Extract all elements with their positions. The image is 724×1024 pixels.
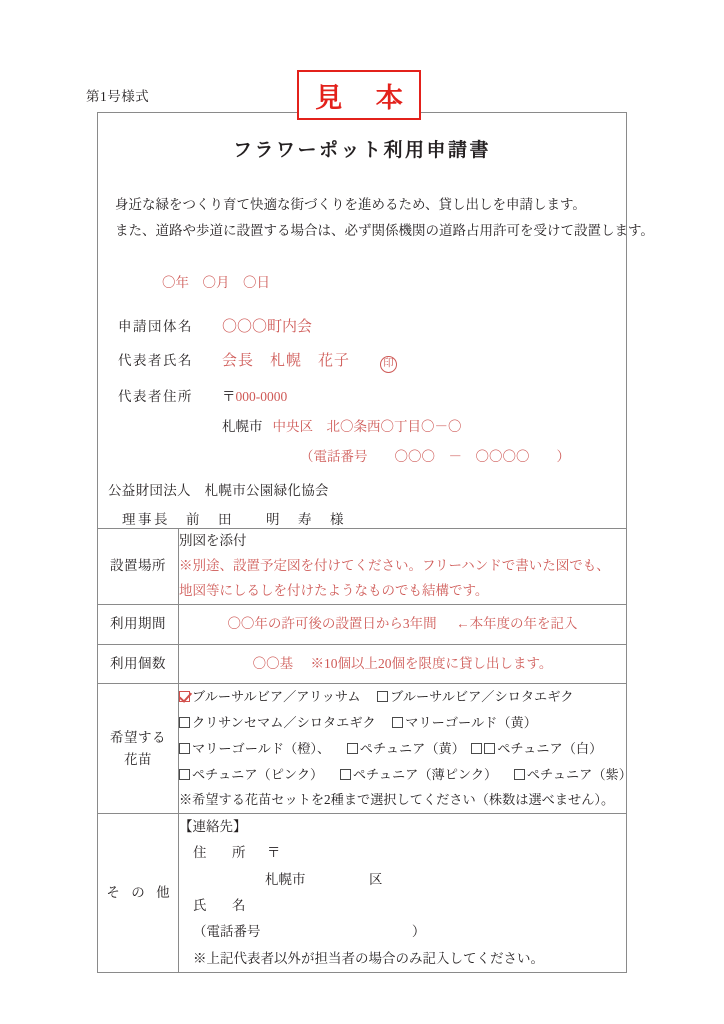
seal-icon: 印 bbox=[380, 356, 397, 373]
sample-stamp-label: 見 本 bbox=[315, 82, 415, 114]
other-name-row bbox=[179, 893, 626, 919]
other-postal-symbol-icon: 〒 bbox=[266, 845, 281, 861]
other-city-row bbox=[179, 867, 626, 893]
checkbox-checked-icon[interactable] bbox=[179, 691, 190, 702]
table-row-location bbox=[98, 528, 627, 604]
checkbox-icon[interactable] bbox=[377, 691, 388, 702]
seedling-option-label-8: ペチュニア（薄ピンク） bbox=[352, 766, 498, 782]
form-number: 第1号様式 bbox=[86, 89, 150, 104]
seedling-option-label-9: ペチュニア（紫） bbox=[526, 766, 632, 782]
checkbox-icon[interactable] bbox=[392, 717, 403, 728]
row-label-other: そ の 他 bbox=[98, 814, 179, 973]
row-value-period bbox=[179, 604, 627, 644]
applicant-rep-value: 会長 札幌 花子 bbox=[222, 352, 351, 369]
applicant-address-rest: 中央区 北〇条西〇丁目〇－〇 bbox=[272, 418, 462, 434]
seedling-option-label-0: ブルーサルビア／アリッサム bbox=[192, 689, 361, 705]
quantity-note: ※10個以上20個を限度に貸し出します。 bbox=[310, 655, 553, 671]
table-row-seedlings bbox=[98, 684, 627, 814]
seedling-option-line-2 bbox=[179, 710, 626, 736]
page-title: フラワーポット利用申請書 bbox=[232, 140, 491, 161]
sample-stamp bbox=[297, 70, 421, 120]
seedling-note: ※希望する花苗セットを2種まで選択してください（株数は選べません）。 bbox=[179, 792, 615, 808]
seedling-option-label-2: クリサンセマム／シロタエギク bbox=[192, 715, 376, 731]
seedling-option-line-4 bbox=[179, 762, 632, 788]
other-city: 札幌市 bbox=[265, 871, 306, 887]
seedling-option-label-3: マリーゴールド（黄） bbox=[405, 715, 537, 731]
other-phone-row bbox=[179, 919, 626, 945]
applicant-address-detail-row bbox=[118, 415, 626, 435]
period-value: 〇〇年の許可後の設置日から3年間 bbox=[227, 615, 437, 631]
checkbox-icon[interactable] bbox=[471, 743, 482, 754]
location-note-line-1: ※別途、設置予定図を付けてください。フリーハンドで書いた図でも、 bbox=[179, 557, 610, 573]
other-phone-close: ） bbox=[411, 924, 426, 940]
row-label-seedlings-line2: 花苗 bbox=[124, 751, 152, 767]
applicant-postal-code: 000-0000 bbox=[235, 388, 288, 404]
location-value: 別図を添付 bbox=[179, 532, 247, 548]
row-value-other bbox=[179, 814, 627, 973]
period-note: ←本年度の年を記入 bbox=[456, 615, 578, 631]
seedling-option-label-5: ペチュニア（黄） bbox=[359, 740, 465, 756]
checkbox-icon[interactable] bbox=[340, 769, 351, 780]
row-value-seedlings bbox=[179, 684, 632, 814]
intro-line-2: また、道路や歩道に設置する場合は、必ず関係機関の道路占用許可を受けて設置します。 bbox=[115, 223, 654, 239]
row-value-quantity bbox=[179, 644, 627, 684]
addressee-block bbox=[98, 479, 626, 528]
other-ward: 区 bbox=[368, 871, 383, 887]
header-block-row bbox=[98, 113, 627, 529]
other-address-label: 住 所 bbox=[193, 845, 252, 861]
table-row-period bbox=[98, 604, 627, 644]
seedling-option-label-6: ペチュニア（白） bbox=[497, 740, 603, 756]
applicant-address-row bbox=[118, 385, 626, 405]
row-label-seedlings bbox=[98, 684, 179, 814]
intro-line-1: 身近な緑をつくり育て快適な街づくりを進めるため、貸し出しを申請します。 bbox=[115, 197, 586, 212]
other-note: ※上記代表者以外が担当者の場合のみ記入してください。 bbox=[193, 950, 544, 966]
table-row-quantity bbox=[98, 644, 627, 684]
checkbox-icon[interactable] bbox=[179, 743, 190, 754]
header-block-cell bbox=[98, 113, 654, 529]
other-name-label: 氏 名 bbox=[193, 898, 252, 914]
checkbox-icon[interactable] bbox=[514, 769, 525, 780]
addressee-person: 理事長 前 田 明 寿 様 bbox=[122, 511, 346, 527]
checkbox-icon[interactable] bbox=[347, 743, 358, 754]
seedling-option-label-4: マリーゴールド（橙）、 bbox=[192, 740, 331, 756]
seedling-option-line-3 bbox=[179, 736, 626, 762]
date-line: 〇年 〇月 〇日 bbox=[162, 274, 270, 290]
other-address-row bbox=[179, 840, 626, 866]
other-phone-label: （電話番号 bbox=[193, 924, 261, 940]
row-label-location: 設置場所 bbox=[98, 528, 179, 604]
seedling-option-line-1 bbox=[179, 684, 626, 710]
application-form-table bbox=[97, 112, 654, 973]
applicant-rep-label: 代表者氏名 bbox=[118, 352, 193, 368]
seedling-option-label-1: ブルーサルビア／シロタエギク bbox=[390, 689, 574, 705]
seedling-option-label-7: ペチュニア（ピンク） bbox=[192, 766, 324, 782]
checkbox-icon[interactable] bbox=[179, 717, 190, 728]
row-label-seedlings-line1: 希望する bbox=[110, 730, 166, 746]
location-note-line-2: 地図等にしるしを付けたようなものでも結構です。 bbox=[179, 582, 489, 598]
row-value-location bbox=[179, 528, 627, 604]
applicant-block bbox=[98, 315, 626, 372]
applicant-group-row bbox=[118, 315, 626, 336]
applicant-address-block bbox=[98, 385, 626, 465]
other-heading: 【連絡先】 bbox=[179, 819, 247, 835]
applicant-group-label: 申請団体名 bbox=[118, 318, 193, 334]
postal-symbol-icon: 〒 bbox=[222, 388, 236, 404]
checkbox-icon[interactable] bbox=[484, 743, 495, 754]
row-label-period: 利用期間 bbox=[98, 604, 179, 644]
applicant-group-value: 〇〇〇町内会 bbox=[222, 318, 313, 335]
applicant-rep-row bbox=[118, 349, 626, 372]
applicant-city: 札幌市 bbox=[222, 418, 263, 434]
quantity-value: 〇〇基 bbox=[252, 655, 294, 671]
row-label-quantity: 利用個数 bbox=[98, 644, 179, 684]
checkbox-icon[interactable] bbox=[179, 769, 190, 780]
intro-paragraph bbox=[98, 192, 654, 245]
applicant-phone-row: （電話番号 〇〇〇 － 〇〇〇〇 ） bbox=[300, 448, 570, 464]
applicant-address-label: 代表者住所 bbox=[118, 388, 193, 404]
table-row-other bbox=[98, 814, 627, 973]
addressee-organization: 公益財団法人 札幌市公園緑化協会 bbox=[108, 482, 329, 498]
